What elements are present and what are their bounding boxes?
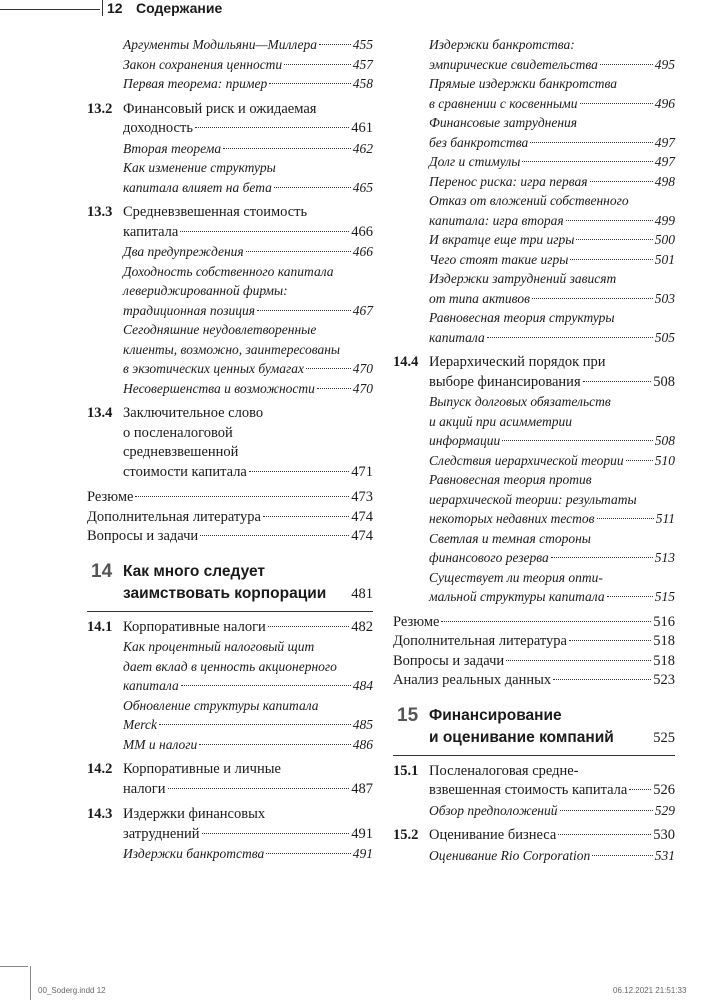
page-number: 12 — [107, 0, 123, 16]
entry-title-line: капитала влияет на бета — [123, 179, 272, 195]
toc-subsection[interactable] — [87, 139, 373, 159]
page-ref: 486 — [352, 736, 373, 752]
page-ref: 482 — [351, 618, 373, 635]
entry-title-line: Сегодняшние неудовлетворенные — [123, 322, 317, 337]
page-ref: 503 — [654, 290, 675, 306]
header-tick — [102, 0, 103, 16]
entry-title-line: И вкратце еще три игры — [429, 232, 575, 247]
toc-subsection[interactable] — [393, 269, 675, 308]
page-ref: 470 — [352, 380, 373, 396]
toc-column-right — [393, 35, 675, 865]
entry-title-line: без банкротства — [429, 134, 529, 150]
dot-leader — [441, 621, 651, 622]
page-ref: 518 — [653, 652, 675, 669]
section-number: 14.4 — [393, 354, 419, 370]
page-ref: 481 — [351, 585, 373, 602]
dot-leader — [592, 855, 653, 856]
toc-section[interactable] — [87, 618, 373, 638]
entry-title-line: Аргументы Модильяни—Миллера — [123, 37, 318, 52]
page-ref: 497 — [654, 134, 675, 150]
toc-subsection[interactable] — [87, 844, 373, 864]
entry-title-line: Первая теорема: пример — [123, 76, 268, 91]
entry-title-line: Выпуск долговых обязательств — [429, 394, 611, 409]
page-ref: 518 — [653, 633, 675, 649]
entry-title-line: Перенос риска: игра первая — [429, 173, 588, 189]
dot-leader — [502, 440, 652, 441]
page-ref: 526 — [653, 782, 675, 798]
section-number: 15.2 — [393, 827, 419, 843]
page-ref: 531 — [654, 847, 675, 863]
toc-section[interactable] — [393, 353, 675, 392]
entry-title-line: мальной структуры капитала — [429, 589, 605, 604]
toc-subsection[interactable] — [87, 158, 373, 197]
toc-subsection[interactable] — [393, 230, 675, 250]
toc-subsection[interactable] — [87, 735, 373, 755]
entry-title-line: Обновление структуры капитала — [123, 697, 319, 713]
dot-leader — [607, 596, 653, 597]
toc-entry[interactable] — [87, 488, 373, 508]
entry-title-line: Анализ реальных данных — [393, 672, 552, 688]
entry-title-line: взвешенная стоимость капитала — [429, 782, 628, 798]
page-ref: 500 — [654, 232, 675, 247]
section-number: 13.3 — [87, 204, 113, 220]
entry-title-line: Чего стоят такие игры — [429, 251, 569, 267]
toc-subsection[interactable] — [393, 801, 675, 821]
dot-leader — [199, 744, 350, 745]
section-number: 14.2 — [87, 761, 113, 777]
entry-title-line: налоги — [123, 780, 166, 797]
page-ref: 474 — [351, 528, 373, 544]
toc-section[interactable] — [87, 760, 373, 799]
page-ref: 523 — [653, 672, 675, 688]
dot-leader — [268, 626, 349, 627]
entry-title-line: Вопросы и задачи — [87, 528, 199, 544]
toc-subsection[interactable] — [393, 308, 675, 347]
page-ref: 491 — [352, 846, 373, 861]
entry-title-line: Светлая и темная стороны — [429, 530, 591, 546]
toc-section[interactable] — [87, 805, 373, 844]
page-ref: 516 — [653, 613, 675, 630]
toc-entry[interactable] — [87, 527, 373, 547]
dot-leader — [274, 187, 351, 188]
page-ref: 513 — [654, 550, 675, 565]
page-ref: 455 — [352, 37, 373, 52]
dot-leader — [626, 460, 653, 461]
dot-leader — [246, 251, 351, 252]
entry-title-line: Отказ от вложений собственного — [429, 193, 629, 208]
section-number: 15.1 — [393, 762, 419, 779]
entry-title-line: клиенты, возможно, заинтересованы — [123, 341, 341, 357]
dot-leader — [553, 679, 651, 680]
page-ref: 530 — [653, 827, 675, 843]
running-title: Содержание — [136, 0, 223, 16]
toc-subsection[interactable] — [393, 250, 675, 270]
page-ref: 462 — [352, 140, 373, 156]
dot-leader — [560, 810, 653, 811]
page-ref: 458 — [352, 76, 373, 91]
dot-leader — [223, 148, 351, 149]
dot-leader — [576, 239, 652, 240]
entry-title-line: Финансовые затруднения — [429, 115, 578, 130]
entry-title-line: информации — [429, 433, 501, 448]
entry-title-line: о посленалоговой — [123, 424, 233, 441]
toc-section[interactable] — [87, 404, 373, 482]
toc-subsection[interactable] — [393, 846, 675, 866]
entry-title-line: стоимости капитала — [123, 463, 247, 480]
entry-title-line: Посленалоговая средне- — [429, 762, 579, 779]
toc-subsection[interactable] — [87, 74, 373, 94]
dot-leader — [202, 833, 350, 834]
page-ref: 470 — [352, 361, 373, 376]
toc-section[interactable] — [87, 203, 373, 242]
entry-title-line: Издержки банкротства — [123, 846, 265, 861]
toc-subsection[interactable] — [393, 152, 675, 172]
page-header — [0, 0, 719, 20]
page-ref: 529 — [654, 802, 675, 818]
toc-section[interactable] — [87, 100, 373, 139]
chapter-title-line: Как много следует — [123, 562, 265, 580]
dot-leader — [558, 834, 651, 835]
entry-title-line: Два предупреждения — [123, 244, 244, 259]
entry-title-line: капитала — [429, 329, 485, 345]
entry-title-line: средневзвешенной — [123, 444, 239, 460]
entry-title-line: в сравнении с косвенными — [429, 95, 578, 111]
toc-subsection[interactable] — [87, 262, 373, 321]
page-ref: 525 — [653, 729, 675, 746]
section-number: 14.1 — [87, 618, 113, 635]
toc-subsection[interactable] — [393, 74, 675, 113]
entry-title-line: выборе финансирования — [429, 373, 581, 390]
dot-leader — [135, 496, 349, 497]
chapter-number: 14 — [91, 560, 113, 582]
entry-title-line: Долг и стимулы — [429, 154, 521, 169]
entry-title-line: затруднений — [123, 825, 200, 842]
section-number: 13.2 — [87, 100, 113, 117]
toc-section[interactable] — [393, 826, 675, 846]
page-ref: 473 — [351, 489, 373, 505]
entry-title-line: Как процентный налоговый щит — [123, 639, 315, 654]
entry-title-line: Финансовый риск и ожидаемая — [123, 100, 317, 117]
dot-leader — [551, 557, 653, 558]
toc-subsection[interactable] — [87, 242, 373, 262]
toc-subsection[interactable] — [393, 113, 675, 152]
toc-subsection[interactable] — [393, 191, 675, 230]
page-ref: 487 — [351, 780, 373, 797]
chapter-title-line: Финансирование — [429, 706, 562, 724]
page-ref: 508 — [653, 373, 675, 390]
dot-leader — [168, 788, 350, 789]
entry-title-line: Издержки финансовых — [123, 806, 266, 822]
dot-leader — [530, 142, 652, 143]
entry-title-line: Следствия иерархической теории — [429, 452, 624, 468]
dot-leader — [569, 640, 651, 641]
entry-title-line: Оценивание Rio Corporation — [429, 847, 591, 863]
entry-title-line: Вопросы и задачи — [393, 652, 505, 669]
toc-entry[interactable] — [393, 652, 675, 672]
dot-leader — [317, 388, 351, 389]
toc-entry[interactable] — [393, 613, 675, 633]
entry-title-line: в экзотических ценных бумагах — [123, 361, 304, 376]
toc-entry[interactable] — [393, 671, 675, 691]
toc-column-left — [87, 35, 373, 864]
entry-title-line: Существует ли теория опти- — [429, 569, 603, 585]
dot-leader — [266, 853, 350, 854]
dot-leader — [487, 337, 653, 338]
page-ref: 501 — [654, 251, 675, 267]
dot-leader — [629, 789, 651, 790]
section-number: 14.3 — [87, 806, 113, 822]
entry-title-line: дает вклад в ценность акционерного — [123, 658, 337, 674]
dot-leader — [195, 127, 349, 128]
page-ref: 491 — [351, 825, 373, 842]
toc-subsection[interactable] — [87, 637, 373, 696]
toc-chapter[interactable] — [393, 705, 675, 756]
crop-mark — [30, 966, 31, 1000]
dot-leader — [306, 368, 351, 369]
page-ref: 505 — [654, 329, 675, 345]
page-ref: 508 — [654, 433, 675, 448]
toc-subsection[interactable] — [393, 451, 675, 471]
entry-title-line: Резюме — [87, 489, 134, 505]
entry-title-line: Издержки банкротства: — [429, 37, 575, 52]
toc-subsection[interactable] — [393, 172, 675, 192]
dot-leader — [284, 64, 351, 65]
chapter-title-line: заимствовать корпорации — [123, 584, 327, 602]
chapter-title-line: и оценивание компаний — [429, 728, 614, 746]
entry-title-line: Иерархический порядок при — [429, 354, 606, 370]
toc-subsection[interactable] — [87, 35, 373, 55]
page-ref: 498 — [654, 173, 675, 189]
entry-title-line: Издержки затруднений зависят — [429, 271, 617, 286]
page-ref: 495 — [654, 56, 675, 72]
entry-title-line: левериджированной фирмы: — [123, 283, 288, 298]
footer-file: 00_Soderg.indd 12 — [38, 986, 106, 995]
page-ref: 499 — [654, 212, 675, 228]
page-ref: 484 — [352, 678, 373, 693]
header-rule — [0, 9, 100, 10]
entry-title-line: Дополнительная литература — [87, 508, 261, 525]
page-ref: 515 — [654, 589, 675, 604]
toc-subsection[interactable] — [393, 568, 675, 607]
page-ref: 511 — [655, 511, 675, 526]
section-number: 13.4 — [87, 405, 113, 421]
crop-mark — [0, 966, 28, 967]
entry-title-line: некоторых недавних тестов — [429, 511, 595, 526]
toc-subsection[interactable] — [87, 379, 373, 399]
entry-title-line: Резюме — [393, 613, 440, 630]
entry-title-line: финансового резерва — [429, 550, 549, 565]
entry-title-line: и акций при асимметрии — [429, 413, 572, 429]
entry-title-line: Merck — [123, 717, 157, 732]
entry-title-line: Как изменение структуры — [123, 160, 276, 175]
dot-leader — [522, 161, 652, 162]
dot-leader — [269, 83, 351, 84]
dot-leader — [249, 471, 349, 472]
chapter-number: 15 — [397, 704, 419, 726]
entry-title-line: эмпирические свидетельства — [429, 56, 598, 72]
dot-leader — [600, 64, 653, 65]
entry-title-line: Равновесная теория структуры — [429, 310, 615, 325]
entry-title-line: Корпоративные налоги — [123, 618, 266, 635]
entry-title-line: от типа активов — [429, 290, 530, 306]
toc-subsection[interactable] — [393, 529, 675, 568]
dot-leader — [583, 381, 652, 382]
entry-title-line: доходность — [123, 120, 193, 136]
entry-title-line: традиционная позиция — [123, 302, 255, 318]
dot-leader — [597, 518, 654, 519]
entry-title-line: Несовершенства и возможности — [123, 380, 315, 396]
page-ref: 471 — [351, 463, 373, 480]
dot-leader — [180, 231, 349, 232]
page-ref: 457 — [352, 56, 373, 72]
entry-title-line: капитала — [123, 223, 179, 240]
toc-chapter[interactable] — [87, 561, 373, 612]
page-ref: 485 — [352, 717, 373, 732]
toc-subsection[interactable] — [393, 392, 675, 451]
footer-datetime: 06.12.2021 21:51:33 — [613, 986, 687, 995]
page-ref: 466 — [352, 244, 373, 259]
dot-leader — [532, 298, 653, 299]
entry-title-line: Вторая теорема — [123, 140, 222, 156]
toc-subsection[interactable] — [87, 320, 373, 379]
page-ref: 467 — [352, 302, 373, 318]
toc-subsection[interactable] — [87, 55, 373, 75]
entry-title-line: Равновесная теория против — [429, 472, 592, 487]
page-ref: 497 — [654, 154, 675, 169]
entry-title-line: капитала — [123, 678, 179, 693]
entry-title-line: Прямые издержки банкротства — [429, 76, 618, 91]
entry-title-line: Обзор предположений — [429, 802, 558, 818]
entry-title-line: капитала: игра вторая — [429, 212, 564, 228]
page-ref: 461 — [351, 120, 373, 136]
toc-entry[interactable] — [87, 508, 373, 528]
entry-title-line: иерархической теории: результаты — [429, 491, 637, 507]
dot-leader — [580, 103, 653, 104]
entry-title-line: Дополнительная литература — [393, 633, 567, 649]
dot-leader — [590, 181, 653, 182]
page-ref: 466 — [351, 223, 373, 240]
dot-leader — [506, 660, 651, 661]
dot-leader — [566, 220, 653, 221]
page-ref: 474 — [351, 508, 373, 525]
dot-leader — [200, 535, 349, 536]
entry-title-line: Средневзвешенная стоимость — [123, 204, 308, 220]
dot-leader — [319, 44, 351, 45]
entry-title-line: ММ и налоги — [123, 736, 198, 752]
toc-subsection[interactable] — [87, 696, 373, 735]
toc-subsection[interactable] — [393, 470, 675, 529]
entry-title-line: Заключительное слово — [123, 405, 264, 421]
toc-entry[interactable] — [393, 632, 675, 652]
dot-leader — [263, 516, 349, 517]
entry-title-line: Корпоративные и личные — [123, 761, 281, 777]
entry-title-line: Оценивание бизнеса — [429, 827, 557, 843]
page-ref: 496 — [654, 95, 675, 111]
dot-leader — [570, 259, 652, 260]
dot-leader — [159, 724, 351, 725]
page-ref: 465 — [352, 179, 373, 195]
dot-leader — [257, 310, 351, 311]
dot-leader — [181, 685, 351, 686]
toc-subsection[interactable] — [393, 35, 675, 74]
page-ref: 510 — [654, 452, 675, 468]
toc-section[interactable] — [393, 762, 675, 801]
entry-title-line: Доходность собственного капитала — [123, 263, 334, 279]
entry-title-line: Закон сохранения ценности — [123, 56, 283, 72]
